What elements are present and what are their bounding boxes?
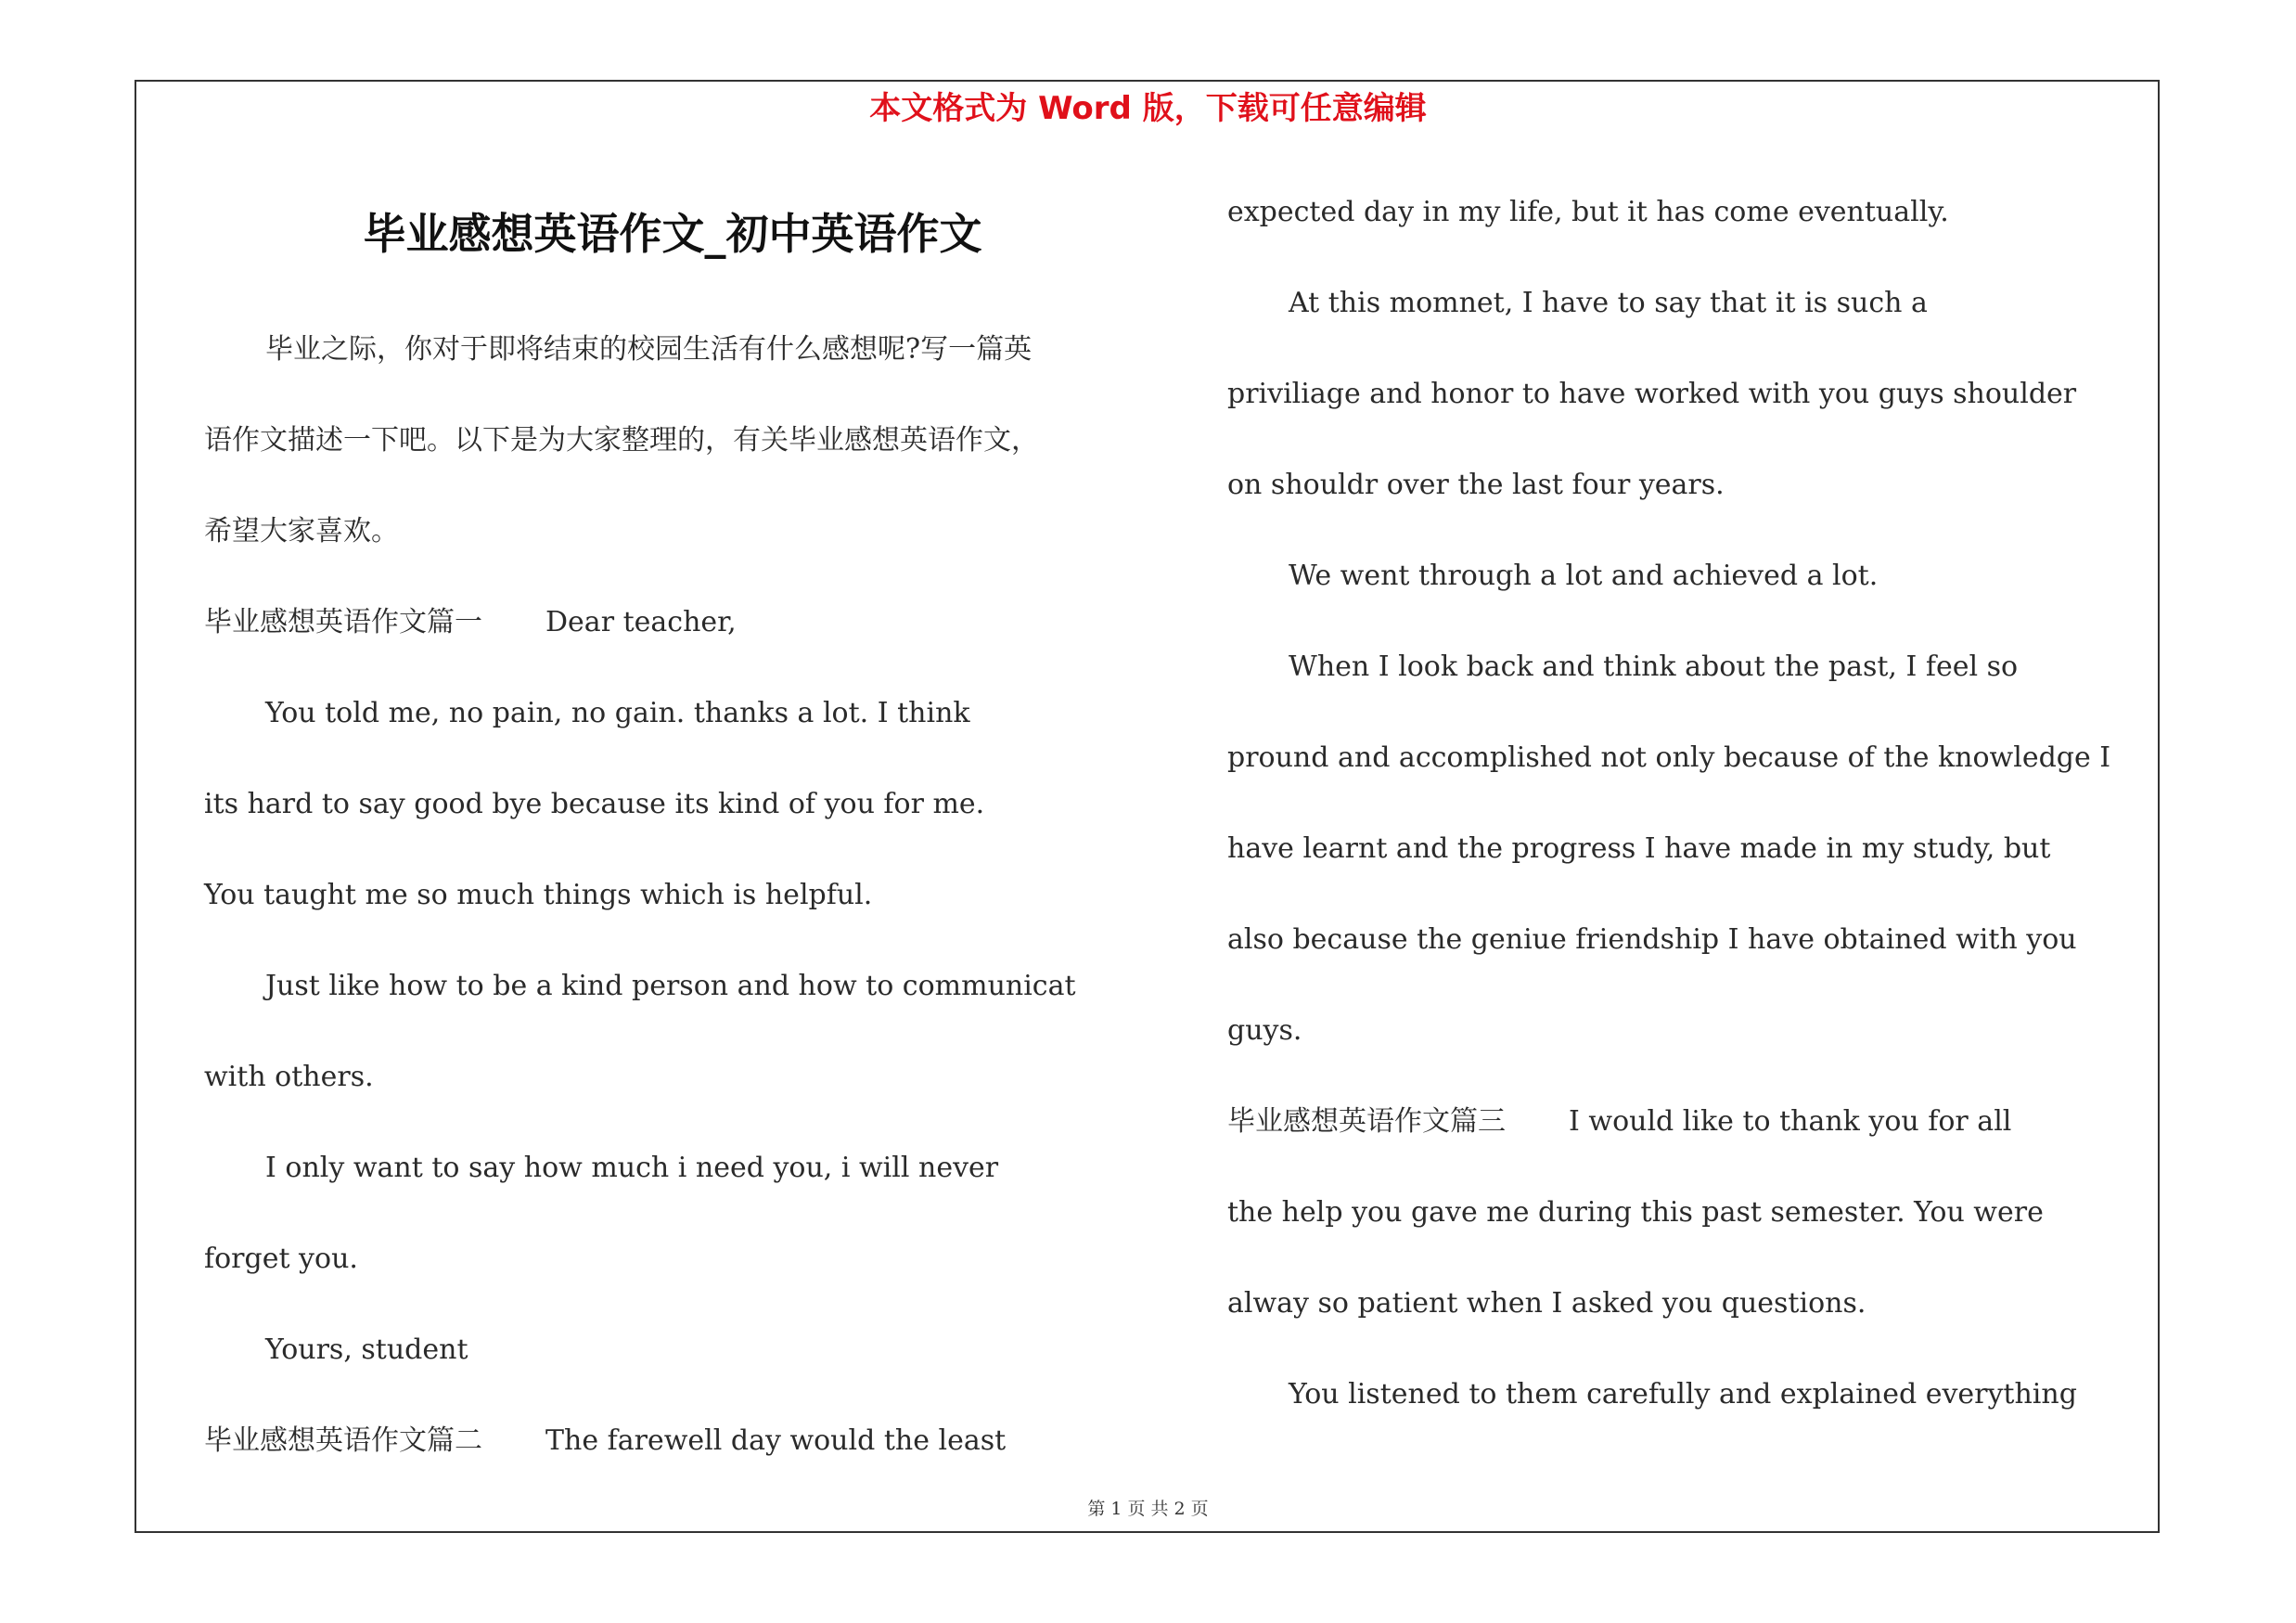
- text-line: [204, 957, 1160, 1048]
- text-line: [204, 1048, 1160, 1139]
- line-text: We went through a lot and achieved a lot.: [1289, 560, 1879, 592]
- line-text: priviliage and honor to have worked with you guys shoulder: [1227, 378, 2077, 410]
- line-text: 毕业之际，你对于即将结束的校园生活有什么感想呢?写一篇英: [265, 333, 1033, 366]
- text-line: [204, 684, 1160, 775]
- text-line: [1227, 1183, 2155, 1274]
- line-text: with others.: [204, 1061, 374, 1093]
- line-text: I only want to say how much i need you, i will never: [265, 1152, 999, 1184]
- text-line: [1227, 1274, 2155, 1365]
- line-text: have learnt and the progress I have made in my study, but: [1227, 832, 2051, 865]
- section-heading: 毕业感想英语作文篇三: [1227, 1105, 1506, 1138]
- line-text: I would like to thank you for all: [1569, 1105, 2012, 1138]
- section-heading: 毕业感想英语作文篇二: [204, 1424, 482, 1457]
- line-text: Dear teacher,: [545, 606, 737, 638]
- text-line: [204, 411, 1160, 502]
- text-line: [204, 593, 1160, 684]
- text-line: [1227, 456, 2155, 547]
- word-format-banner: 本文格式为 Word 版，下载可任意编辑: [869, 90, 1427, 127]
- text-line: [204, 320, 1160, 411]
- right-text-column: [1227, 183, 2155, 1456]
- line-text: forget you.: [204, 1243, 358, 1275]
- line-text: 语作文描述一下吧。以下是为大家整理的，有关毕业感想英语作文，: [204, 424, 1039, 457]
- line-text: 希望大家喜欢。: [204, 515, 399, 547]
- page-number-footer: 第 1 页 共 2 页: [1087, 1499, 1209, 1519]
- line-text: pround and accomplished not only because of the knowledge I: [1227, 741, 2111, 774]
- line-text: on shouldr over the last four years.: [1227, 469, 1725, 501]
- line-text: expected day in my life, but it has come eventually.: [1227, 196, 1949, 228]
- section-heading: 毕业感想英语作文篇一: [204, 606, 482, 638]
- text-line: [1227, 1001, 2155, 1092]
- text-line: [1227, 728, 2155, 819]
- line-text: You taught me so much things which is helpful.: [204, 879, 873, 911]
- text-line: [1227, 1365, 2155, 1456]
- text-line: [204, 866, 1160, 957]
- text-line: [204, 502, 1160, 593]
- line-text: also because the geniue friendship I have obtained with you: [1227, 923, 2077, 956]
- text-line: [204, 1139, 1160, 1230]
- line-text: You listened to them carefully and explained everything: [1289, 1378, 2077, 1410]
- line-text: alway so patient when I asked you questions.: [1227, 1287, 1866, 1320]
- line-text: At this momnet, I have to say that it is such a: [1289, 287, 1928, 319]
- text-line: [1227, 547, 2155, 638]
- line-text: the help you gave me during this past semester. You were: [1227, 1196, 2044, 1229]
- text-line: [204, 1320, 1160, 1411]
- text-line: [1227, 365, 2155, 456]
- line-text: You told me, no pain, no gain. thanks a lot. I think: [265, 697, 970, 729]
- text-line: [1227, 183, 2155, 274]
- text-line: [1227, 819, 2155, 910]
- document-title: 毕业感想英语作文_初中英语作文: [363, 209, 982, 259]
- text-line: [1227, 638, 2155, 728]
- line-text: Just like how to be a kind person and how to communicat: [265, 970, 1076, 1002]
- text-line: [204, 775, 1160, 866]
- text-line: [1227, 910, 2155, 1001]
- text-line: [204, 1411, 1160, 1502]
- line-text: The farewell day would the least: [545, 1424, 1007, 1457]
- text-line: [1227, 274, 2155, 365]
- text-line: [1227, 1092, 2155, 1183]
- line-text: guys.: [1227, 1014, 1302, 1047]
- line-text: When I look back and think about the past, I feel so: [1289, 650, 2019, 683]
- line-text: its hard to say good bye because its kind of you for me.: [204, 788, 985, 820]
- text-line: [204, 1230, 1160, 1320]
- line-text: Yours, student: [265, 1333, 468, 1366]
- left-text-column: [204, 320, 1160, 1502]
